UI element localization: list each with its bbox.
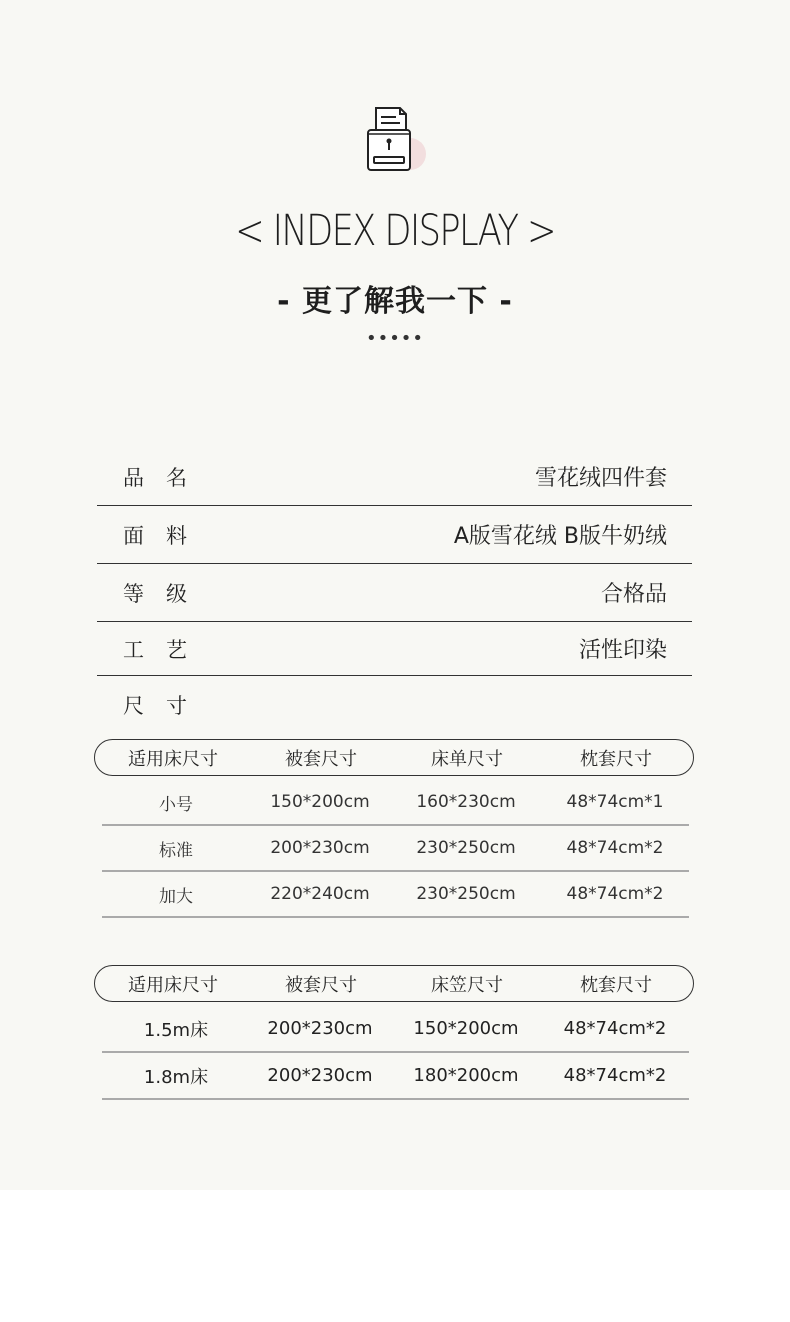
info-label: 等级 <box>123 581 209 606</box>
info-row-size <box>97 676 692 733</box>
table-cell: 230*250cm <box>416 884 516 904</box>
product-info-list <box>97 448 692 733</box>
table-cell: 48*74cm*2 <box>563 1018 667 1039</box>
info-label: 工艺 <box>123 637 209 662</box>
info-row-grade <box>97 564 692 622</box>
table-row <box>102 1006 689 1053</box>
column-header: 适用床尺寸 <box>128 974 218 996</box>
table-cell: 150*200cm <box>270 792 370 812</box>
table-cell: 1.5m床 <box>143 1019 209 1041</box>
table-body <box>102 1006 689 1100</box>
document-clipboard-icon <box>366 104 428 178</box>
column-header: 床笠尺寸 <box>431 974 503 996</box>
table-cell: 200*230cm <box>267 1018 373 1039</box>
table-header <box>94 965 694 1002</box>
page-title-cn: - 更了解我一下 - <box>277 284 513 319</box>
info-value: 活性印染 <box>578 638 667 663</box>
table-cell: 200*230cm <box>267 1065 373 1086</box>
table-row <box>102 1053 689 1100</box>
column-header: 被套尺寸 <box>285 748 357 770</box>
table-cell: 220*240cm <box>270 884 370 904</box>
table-cell: 48*74cm*2 <box>566 838 664 858</box>
column-header: 适用床尺寸 <box>128 748 218 770</box>
table-row <box>102 872 689 918</box>
page-title-en: < INDEX DISPLAY > <box>235 206 555 256</box>
table-body <box>102 780 689 918</box>
info-row-fabric <box>97 506 692 564</box>
column-header: 床单尺寸 <box>431 748 503 770</box>
table-row <box>102 826 689 872</box>
table-row <box>102 780 689 826</box>
table-cell: 小号 <box>159 794 193 815</box>
info-row-name <box>97 448 692 506</box>
table-cell: 150*200cm <box>413 1018 519 1039</box>
info-label: 尺寸 <box>123 693 209 718</box>
size-table-sheet <box>94 739 694 918</box>
decorative-dots: ••••• <box>365 328 425 349</box>
table-cell: 160*230cm <box>416 792 516 812</box>
table-header <box>94 739 694 776</box>
column-header: 枕套尺寸 <box>580 974 652 996</box>
column-header: 枕套尺寸 <box>580 748 652 770</box>
info-label: 品名 <box>123 465 209 490</box>
column-header: 被套尺寸 <box>285 974 357 996</box>
table-cell: 200*230cm <box>270 838 370 858</box>
table-cell: 加大 <box>159 886 193 907</box>
info-value: 合格品 <box>600 582 667 607</box>
info-row-craft <box>97 622 692 676</box>
info-label: 面料 <box>123 523 209 548</box>
table-cell: 180*200cm <box>413 1065 519 1086</box>
table-cell: 48*74cm*2 <box>563 1065 667 1086</box>
info-value: 雪花绒四件套 <box>534 466 667 491</box>
table-cell: 48*74cm*1 <box>566 792 664 812</box>
table-cell: 1.8m床 <box>143 1066 209 1088</box>
table-cell: 标准 <box>159 840 193 861</box>
size-table-fitted <box>94 965 694 1100</box>
info-value: A版雪花绒 B版牛奶绒 <box>453 524 667 549</box>
table-cell: 230*250cm <box>416 838 516 858</box>
table-cell: 48*74cm*2 <box>566 884 664 904</box>
